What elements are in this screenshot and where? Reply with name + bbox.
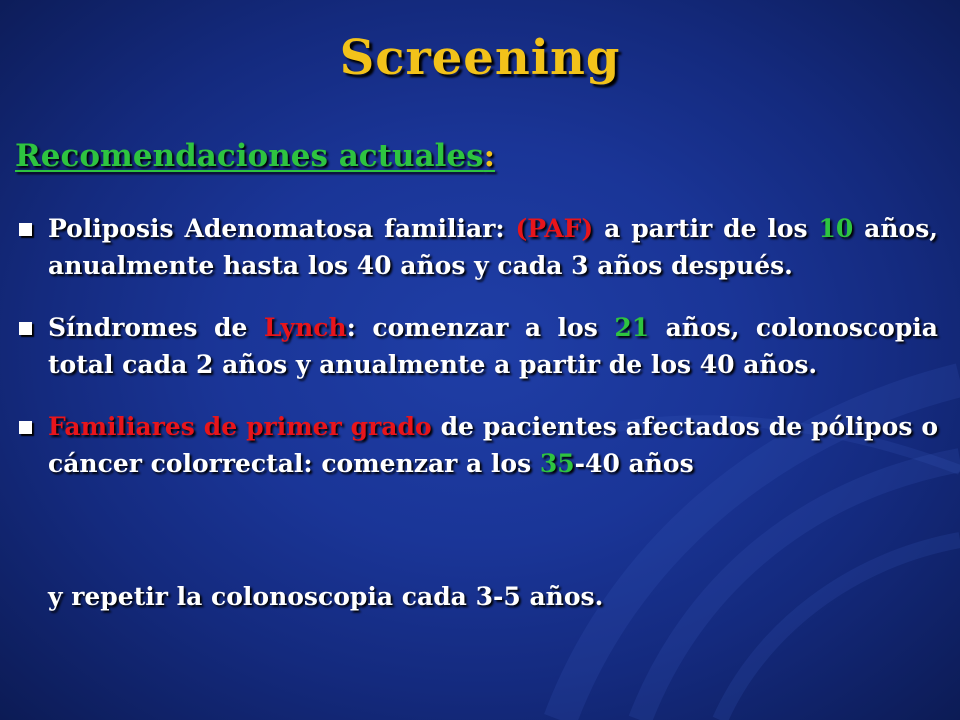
bullet-item-paf bbox=[12, 210, 938, 284]
slide-title: Screening bbox=[339, 30, 621, 86]
bullet-text: Síndromes de bbox=[48, 313, 264, 342]
highlight-paf: (PAF) bbox=[515, 214, 594, 243]
bullet-text: -40 años bbox=[574, 449, 694, 478]
bullet-text: años, colonoscopia total cada 2 años y anualmente a partir de los 40 años. bbox=[48, 313, 938, 379]
bullet-item-familiares bbox=[12, 408, 938, 482]
square-bullet-icon bbox=[19, 421, 32, 434]
bullet-text: a partir de los bbox=[593, 214, 819, 243]
bullet-text: de pacientes afectados de pólipos o cáncer colorrectal: comenzar a los bbox=[48, 412, 938, 478]
subtitle-colon: : bbox=[483, 138, 496, 174]
bullet-list bbox=[12, 210, 938, 507]
subtitle-text: Recomendaciones actuales bbox=[15, 138, 484, 174]
bullet-item-lynch bbox=[12, 309, 938, 383]
highlight-familiares: Familiares de primer grado bbox=[48, 412, 432, 441]
highlight-age: 35 bbox=[539, 449, 575, 478]
bullet-text: años, anualmente hasta los 40 años y cada 3 años después. bbox=[48, 214, 938, 280]
highlight-age: 10 bbox=[818, 214, 854, 243]
square-bullet-icon bbox=[19, 322, 32, 335]
square-bullet-icon bbox=[19, 223, 32, 236]
bullet-text: : comenzar a los bbox=[346, 313, 615, 342]
bullet-text: Poliposis Adenomatosa familiar: bbox=[48, 214, 516, 243]
highlight-age: 21 bbox=[614, 313, 650, 342]
highlight-lynch: Lynch bbox=[263, 313, 347, 342]
slide-subtitle bbox=[15, 138, 495, 174]
continuation-text: y repetir la colonoscopia cada 3-5 años. bbox=[48, 582, 604, 611]
